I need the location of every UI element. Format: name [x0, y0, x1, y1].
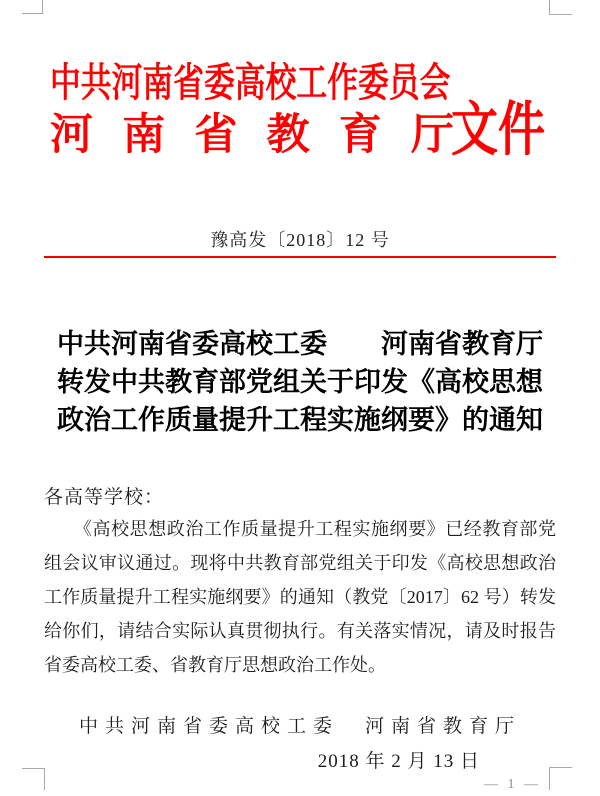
letterhead-doc-type-label: 文件: [451, 98, 545, 164]
body-paragraph: [44, 512, 556, 682]
signature-org-names: 中共河南省委高校工委 河南省教育厅: [78, 716, 521, 737]
paragraph-line-1: 《高校思想政治工作质量提升工程实施纲要》已经教育部党: [74, 519, 556, 539]
crop-mark-top-right-icon: [549, 0, 572, 15]
signature-date: 2018 年 2 月 13 日: [317, 751, 480, 772]
title-line-3: 政治工作质量提升工程实施纲要》的通知: [57, 405, 543, 435]
salutation: 各高等学校：: [44, 487, 165, 508]
crop-mark-bottom-left-icon: [22, 768, 45, 790]
paragraph-line-3: 工作质量提升工程实施纲要》的通知（教党〔2017〕62 号）转发: [44, 587, 556, 607]
title-line-1: 中共河南省委高校工委 河南省教育厅: [57, 329, 543, 359]
page-number: — 1 —: [484, 777, 541, 792]
letterhead-org-line2: 河南省教育厅: [50, 112, 454, 159]
letterhead-org-line1: 中共河南省委高校工作委员会: [50, 60, 451, 105]
document-title: [0, 325, 600, 439]
paragraph-line-5: 省委高校工委、省教育厅思想政治工作处。: [44, 655, 386, 675]
title-line-2: 转发中共教育部党组关于印发《高校思想: [57, 367, 543, 397]
paragraph-line-2: 组会议审议通过。现将中共教育部党组关于印发《高校思想政治: [44, 553, 556, 573]
red-divider-rule: [44, 256, 556, 258]
paragraph-line-4: 给你们，请结合实际认真贯彻执行。有关落实情况，请及时报告: [44, 621, 556, 641]
document-number: 豫高发〔2018〕12 号: [210, 230, 390, 250]
crop-mark-top-left-icon: [22, 0, 43, 14]
crop-mark-bottom-right-icon: [549, 767, 572, 790]
